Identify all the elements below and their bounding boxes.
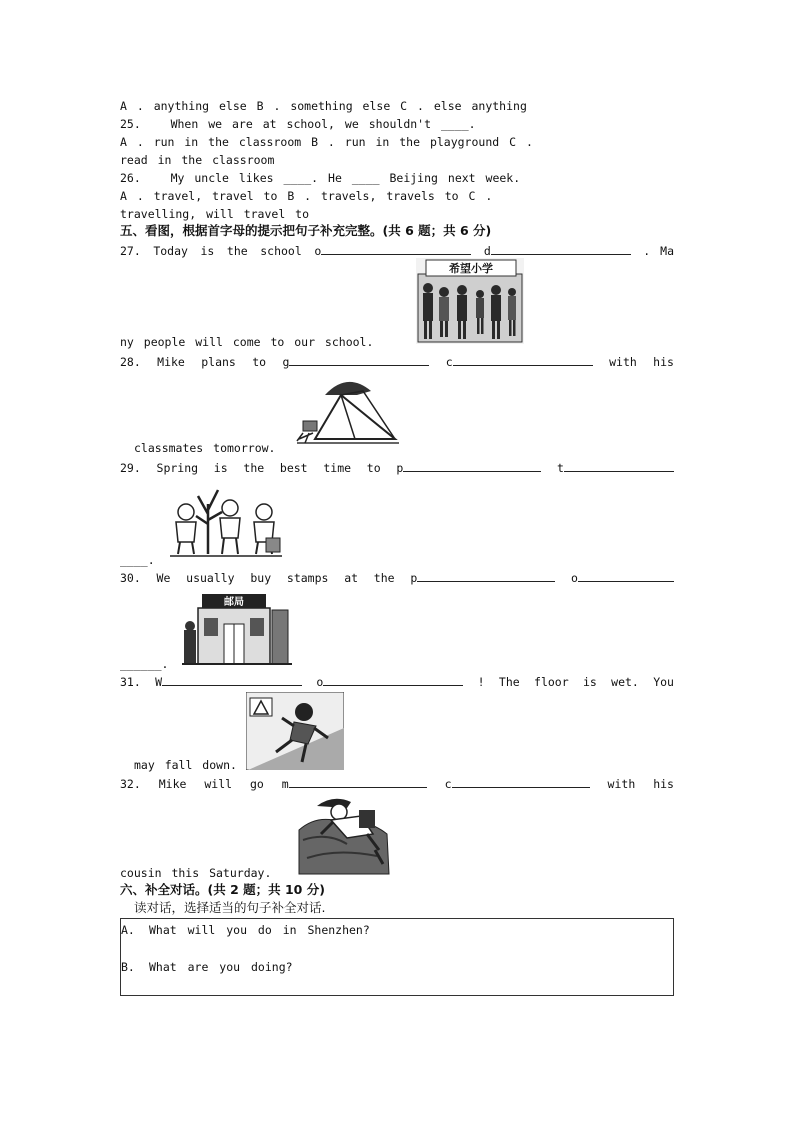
- q25-options-line2: read in the classroom: [120, 153, 275, 167]
- answer-blank[interactable]: [564, 459, 674, 472]
- q24-options: A . anything else B . something else C . else anything: [120, 99, 527, 113]
- section6-instruction: 读对话，选择适当的句子补全对话.: [134, 900, 326, 915]
- answer-blank[interactable]: ____.: [283, 171, 319, 185]
- q25-question: 25. When we are at school, we shouldn't ____.: [120, 117, 476, 131]
- school-sign-text: 希望小学: [449, 262, 493, 275]
- section6-heading: 六、补全对话。(共 2 题；共 10 分): [120, 882, 325, 897]
- answer-blank[interactable]: [323, 673, 463, 686]
- dialogue-options-box: [120, 918, 674, 996]
- answer-blank[interactable]: [289, 353, 429, 366]
- answer-blank[interactable]: ____: [351, 171, 380, 185]
- answer-blank[interactable]: ____.: [440, 117, 476, 131]
- q30-continuation: ______.: [120, 657, 169, 671]
- section5-heading: 五、看图，根据首字母的提示把句子补充完整。(共 6 题；共 6 分): [120, 223, 492, 238]
- q29-continuation: ____.: [120, 553, 155, 567]
- answer-blank[interactable]: [417, 569, 555, 582]
- question-number: 27.: [120, 244, 141, 258]
- post-office-sign-text: 邮局: [224, 597, 244, 608]
- q26-options-line1: A . travel, travel to B . travels, travels to C .: [120, 189, 493, 203]
- answer-blank[interactable]: [289, 775, 427, 788]
- q27-question: 27. Today is the school o d . Ma: [120, 244, 674, 258]
- answer-blank[interactable]: [162, 673, 302, 686]
- q25-options-line1: A . run in the classroom B . run in the playground C .: [120, 135, 533, 149]
- q32-continuation: cousin this Saturday.: [120, 866, 272, 880]
- dialogue-option-b[interactable]: B. What are you doing?: [121, 960, 293, 974]
- q27-continuation: ny people will come to our school.: [120, 335, 374, 349]
- q31-question: 31. W o ! The floor is wet. You: [120, 675, 674, 689]
- q28-question: 28. Mike plans to g c with his: [120, 355, 674, 369]
- q26-question: 26. My uncle likes ____. He ____ Beijing next week.: [120, 171, 521, 185]
- answer-blank[interactable]: [452, 775, 590, 788]
- q29-question: 29. Spring is the best time to p t: [120, 459, 674, 476]
- post-office-picture: [182, 590, 292, 666]
- question-number: 32.: [120, 777, 141, 791]
- q32-question: 32. Mike will go m c with his: [120, 777, 674, 791]
- answer-blank[interactable]: [578, 569, 674, 582]
- mountain-climbing-picture: [297, 794, 391, 876]
- question-number: 30.: [120, 571, 141, 585]
- q31-continuation: may fall down.: [134, 758, 237, 772]
- question-number: 29.: [120, 461, 141, 475]
- school-open-day-picture: [416, 258, 524, 344]
- question-number: 25.: [120, 117, 141, 131]
- question-number: 26.: [120, 171, 141, 185]
- question-number: 31.: [120, 675, 141, 689]
- q26-options-line2: travelling, will travel to: [120, 207, 310, 221]
- answer-blank[interactable]: [491, 242, 631, 255]
- q28-continuation: classmates tomorrow.: [134, 441, 276, 455]
- dialogue-option-a[interactable]: A. What will you do in Shenzhen?: [121, 923, 370, 937]
- camping-tent-picture: [295, 373, 401, 449]
- answer-blank[interactable]: [403, 459, 541, 472]
- planting-trees-picture: [170, 484, 282, 558]
- q30-question: 30. We usually buy stamps at the p o: [120, 569, 674, 586]
- answer-blank[interactable]: [453, 353, 593, 366]
- question-number: 28.: [120, 355, 141, 369]
- answer-blank[interactable]: [321, 242, 471, 255]
